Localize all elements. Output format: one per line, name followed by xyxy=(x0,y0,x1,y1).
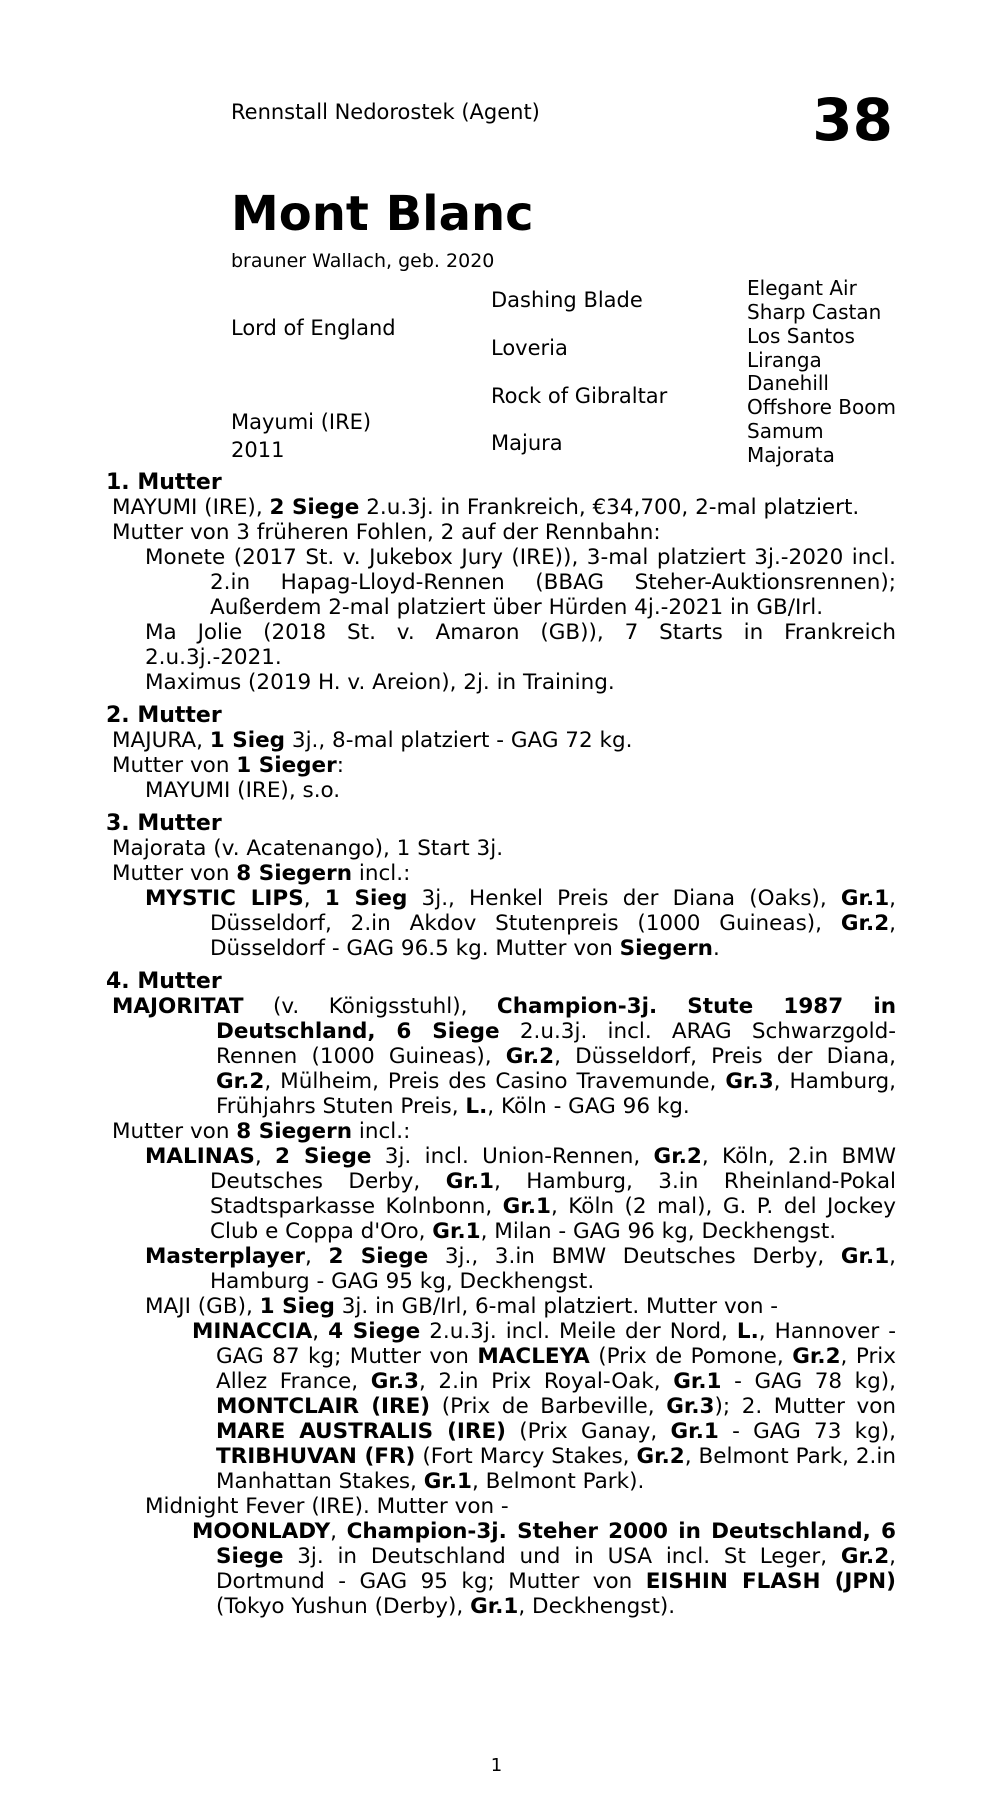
produce-intro: Mutter von 1 Sieger: xyxy=(112,753,344,778)
pedigree-gen2-3: Rock of Gibraltar xyxy=(491,384,668,408)
section-dam-1 xyxy=(106,470,896,695)
produce-entry: Midnight Fever (IRE). Mutter von - xyxy=(145,1494,509,1519)
produce-entry: MAJI (GB), 1 Sieg 3j. in GB/Irl, 6-mal platziert. Mutter von - xyxy=(145,1294,779,1319)
pedigree-dam-year: 2011 xyxy=(231,438,285,462)
produce-intro: Mutter von 8 Siegern incl.: xyxy=(112,861,411,886)
produce-intro: Mutter von 3 früheren Fohlen, 2 auf der Rennbahn: xyxy=(112,520,661,545)
section-title: 4. Mutter xyxy=(106,969,222,994)
produce-entry: Masterplayer, 2 Siege 3j., 3.in BMW Deutsches Derby, Gr.1, Hamburg - GAG 95 kg, Deckhengst. xyxy=(145,1244,897,1294)
pedigree-gen3-1: Elegant Air xyxy=(747,276,857,300)
dam-record: Majorata (v. Acatenango), 1 Start 3j. xyxy=(112,836,504,861)
pedigree-gen3-8: Majorata xyxy=(747,443,835,467)
pedigree-gen3-5: Danehill xyxy=(747,371,829,395)
horse-description: brauner Wallach, geb. 2020 xyxy=(231,250,495,272)
dam-record: MAYUMI (IRE), 2 Siege 2.u.3j. in Frankreich, €34,700, 2-mal platziert. xyxy=(112,495,860,520)
horse-name: Mont Blanc xyxy=(231,186,534,242)
dam-record: MAJURA, 1 Sieg 3j., 8-mal platziert - GAG 72 kg. xyxy=(112,728,633,753)
produce-intro: Mutter von 8 Siegern incl.: xyxy=(112,1119,411,1144)
section-dam-4 xyxy=(106,969,896,1619)
pedigree-sire: Lord of England xyxy=(231,316,396,340)
catalogue-body xyxy=(106,470,896,1627)
section-title: 2. Mutter xyxy=(106,703,222,728)
pedigree-gen2-4: Majura xyxy=(491,431,563,455)
produce-entry: Monete (2017 St. v. Jukebox Jury (IRE)), 3-mal platziert 3j.-2020 incl. 2.in Hapag-Lloyd-Rennen (BBAG Steher-Auktionsrennen); Außerdem 2-mal platziert über Hürden 4j.-2021 in GB/Irl. xyxy=(145,545,896,620)
produce-entry: MALINAS, 2 Siege 3j. incl. Union-Rennen, Gr.2, Köln, 2.in BMW Deutsches Derby, Gr.1, Hamburg, 3.in Rheinland-Pokal Stadtsparkasse Kolnbonn, Gr.1, Köln (2 mal), G. P. del Jockey Club e Coppa d'Oro, Gr.1, Milan - GAG 96 kg, Deckhengst. xyxy=(145,1144,897,1244)
produce-entry: MOONLADY, Champion-3j. Steher 2000 in Deutschland, 6 Siege 3j. in Deutschland und in USA incl. St Leger, Gr.2, Dortmund - GAG 95 kg; Mutter von EISHIN FLASH (JPN) (Tokyo Yushun (Derby), Gr.1, Deckhengst). xyxy=(192,1519,896,1619)
produce-entry: MAYUMI (IRE), s.o. xyxy=(145,778,341,803)
produce-entry: Maximus (2019 H. v. Areion), 2j. in Training. xyxy=(145,670,615,695)
section-dam-3 xyxy=(106,811,896,961)
pedigree-gen3-6: Offshore Boom xyxy=(747,395,896,419)
pedigree-gen3-3: Los Santos xyxy=(747,324,855,348)
pedigree-dam: Mayumi (IRE) xyxy=(231,410,372,434)
pedigree-gen3-4: Liranga xyxy=(747,348,822,372)
section-title: 3. Mutter xyxy=(106,811,222,836)
dam-record: MAJORITAT (v. Königsstuhl), Champion-3j. Stute 1987 in Deutschland, 6 Siege 2.u.3j. incl. ARAG Schwarzgold-Rennen (1000 Guineas), Gr.2, Düsseldorf, Preis der Diana, Gr.2, Mülheim, Preis des Casino Travemunde, Gr.3, Hamburg, Frühjahrs Stuten Preis, L., Köln - GAG 96 kg. xyxy=(112,994,897,1119)
section-title: 1. Mutter xyxy=(106,470,222,495)
produce-entry: MYSTIC LIPS, 1 Sieg 3j., Henkel Preis der Diana (Oaks), Gr.1, Düsseldorf, 2.in Akdov Stutenpreis (1000 Guineas), Gr.2, Düsseldorf - GAG 96.5 kg. Mutter von Siegern. xyxy=(145,886,897,961)
produce-entry: Ma Jolie (2018 St. v. Amaron (GB)), 7 Starts in Frankreich 2.u.3j.-2021. xyxy=(145,620,896,670)
lot-number: 38 xyxy=(812,86,893,154)
pedigree-gen3-2: Sharp Castan xyxy=(747,300,882,324)
pedigree-gen2-2: Loveria xyxy=(491,336,568,360)
page-number: 1 xyxy=(490,1755,503,1776)
consignor: Rennstall Nedorostek (Agent) xyxy=(231,100,540,124)
pedigree-gen2-1: Dashing Blade xyxy=(491,288,643,312)
pedigree-gen3-7: Samum xyxy=(747,419,824,443)
section-dam-2 xyxy=(106,703,896,803)
produce-entry: MINACCIA, 4 Siege 2.u.3j. incl. Meile der Nord, L., Hannover - GAG 87 kg; Mutter von MACLEYA (Prix de Pomone, Gr.2, Prix Allez France, Gr.3, 2.in Prix Royal-Oak, Gr.1 - GAG 78 kg), MONTCLAIR (IRE) (Prix de Barbeville, Gr.3); 2. Mutter von MARE AUSTRALIS (IRE) (Prix Ganay, Gr.1 - GAG 73 kg), TRIBHUVAN (FR) (Fort Marcy Stakes, Gr.2, Belmont Park, 2.in Manhattan Stakes, Gr.1, Belmont Park). xyxy=(192,1319,896,1494)
